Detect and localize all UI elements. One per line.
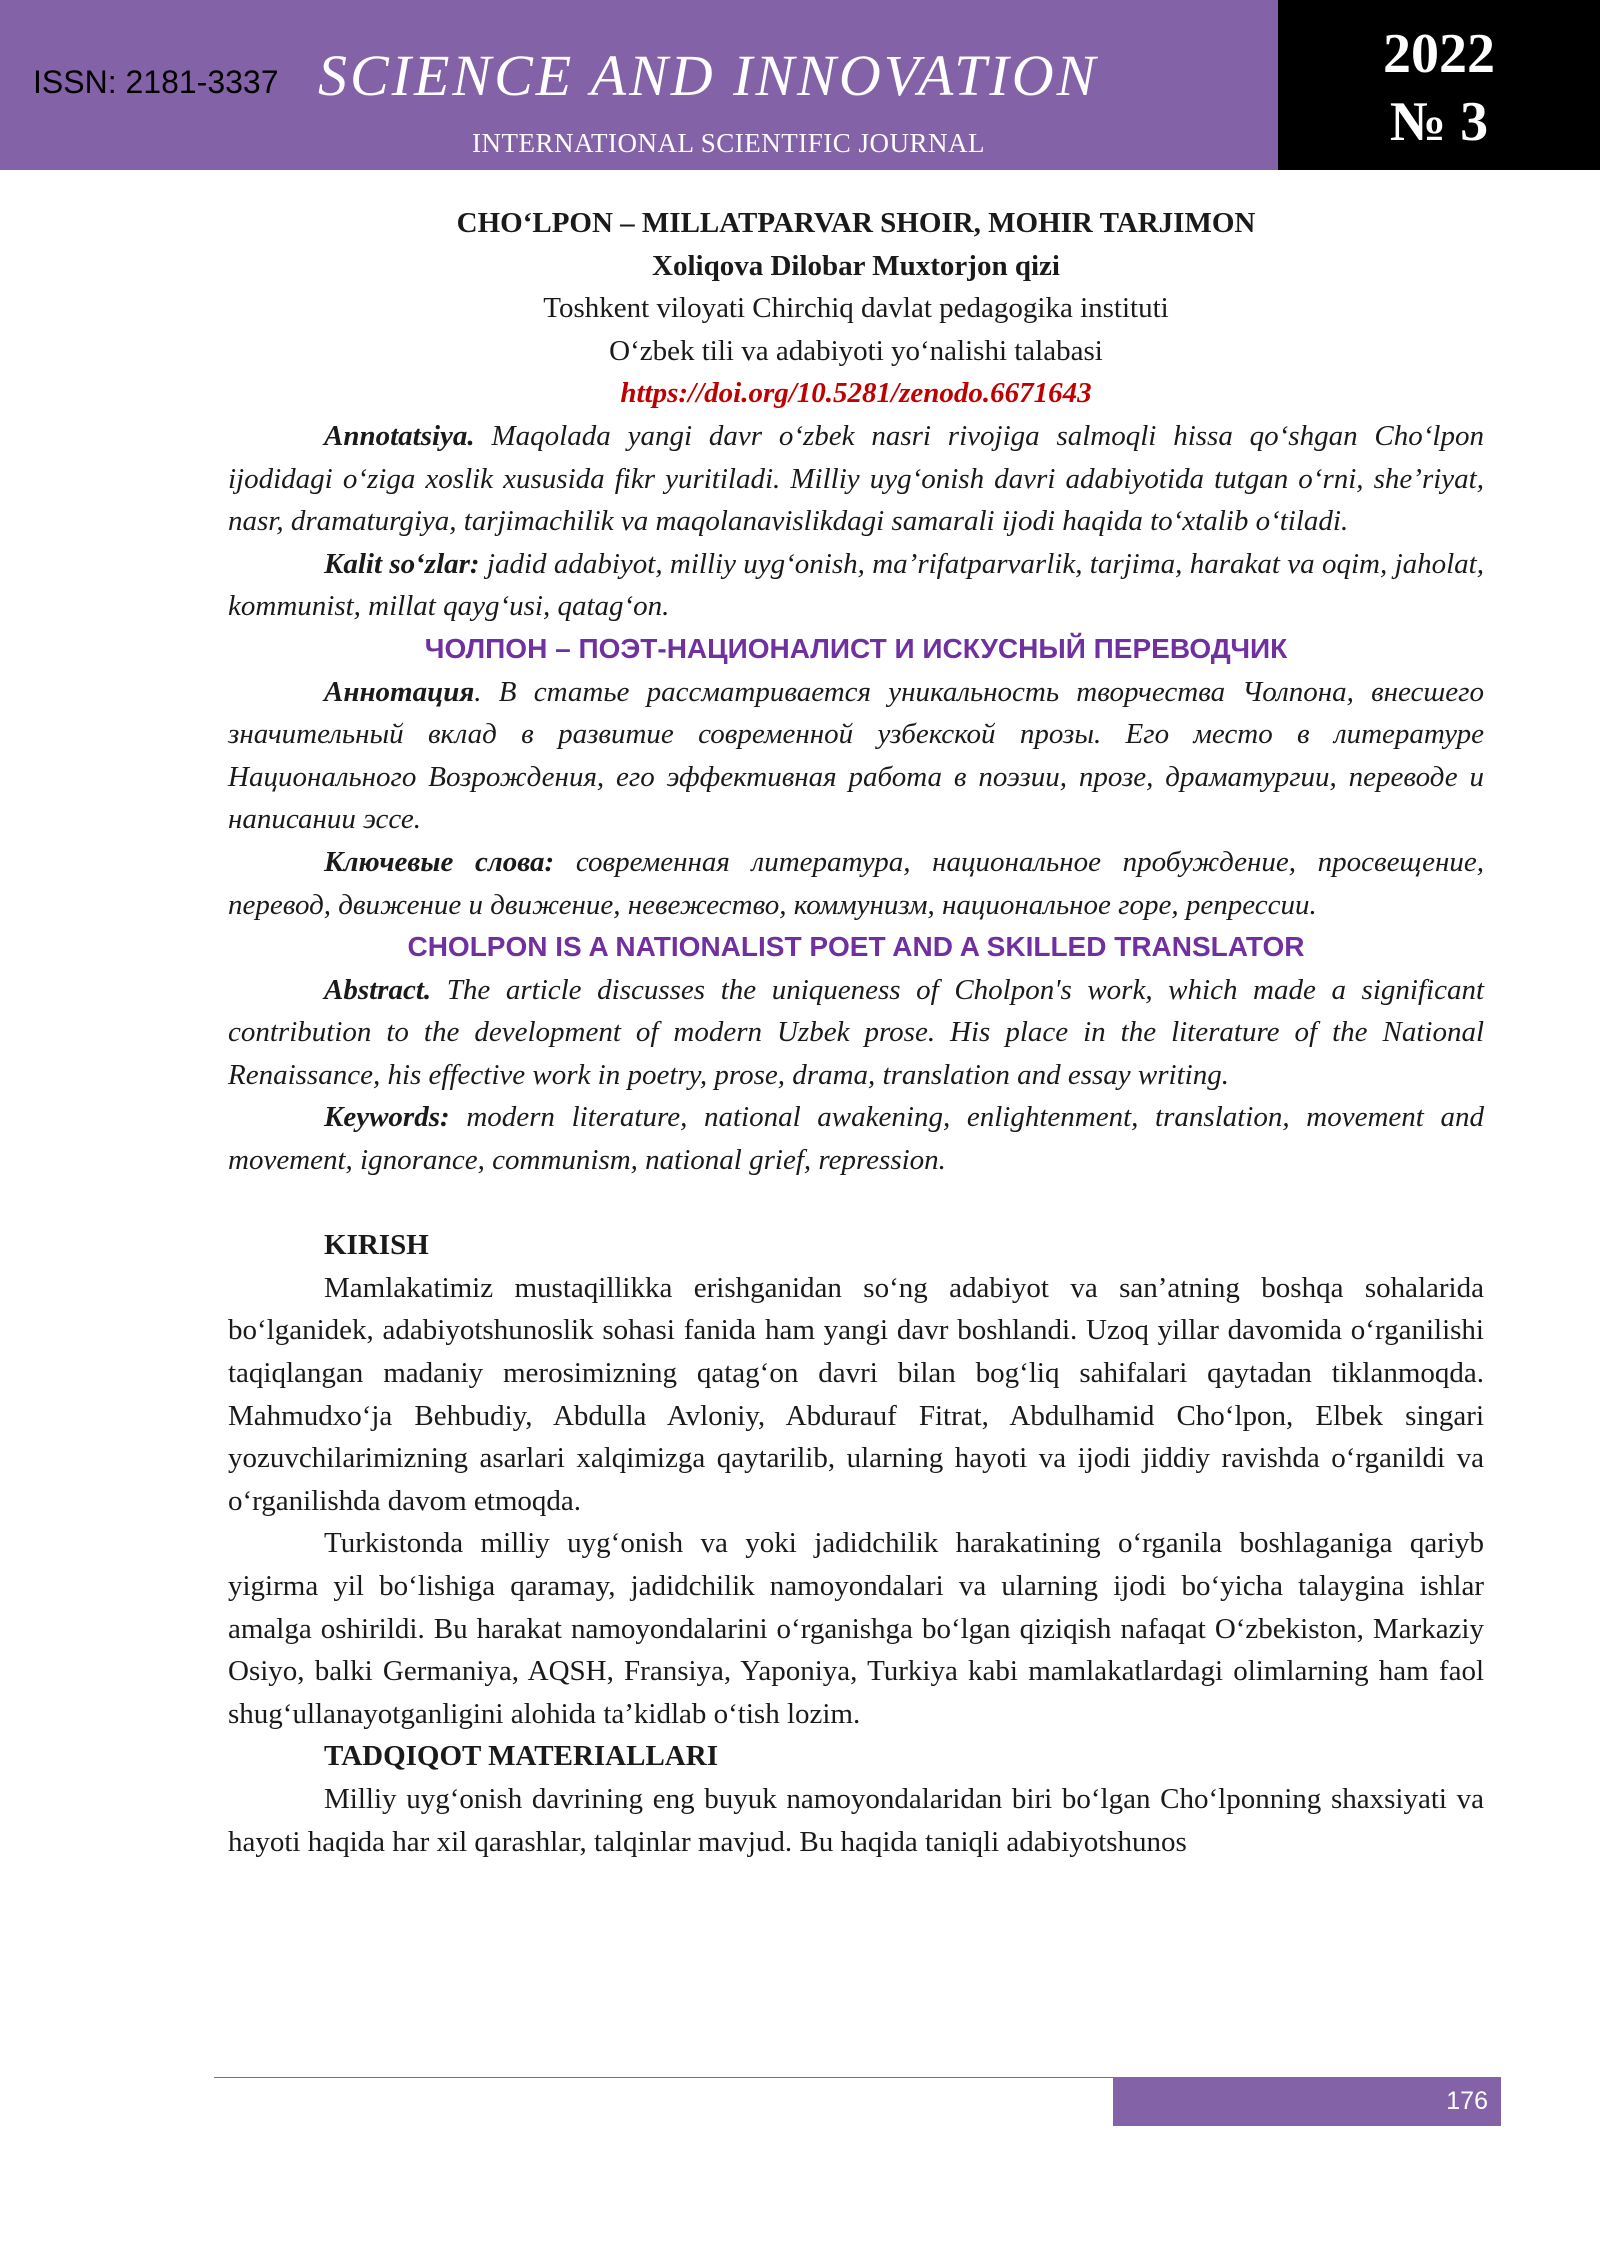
journal-title: SCIENCE AND INNOVATION (318, 43, 1099, 108)
ru-keywords-text: современная литература, национальное пробуждение, просвещение, перевод, движение и движение, невежество, коммунизм, национальное горе, репрессии. (228, 845, 1484, 921)
uz-abstract (228, 415, 1484, 543)
section-spacer (228, 1182, 1484, 1225)
en-keywords-label: Keywords: (324, 1101, 450, 1134)
en-abstract (228, 969, 1484, 1097)
ru-abstract-text: . В статье рассматривается уникальность творчества Чолпона, внесшего значительный вклад в развитие современной узбекской прозы. Его место в литературе Национального Возрождения, его эффективная работа в поэзии, прозе, драматургии, переводе и написании эссе. (228, 675, 1484, 836)
en-abstract-label: Abstract. (324, 973, 432, 1006)
page-number: 176 (1446, 2087, 1488, 2115)
uz-keywords (228, 543, 1484, 628)
materials-paragraph-1: Milliy uyg‘onish davrining eng buyuk namoyondalaridan biri bo‘lgan Cho‘lponning shaxsiyati va hayoti haqida har xil qarashlar, talqinlar mavjud. Bu haqida taniqli adabiyotshunos (228, 1782, 1484, 1858)
journal-issue: № 3 (1389, 91, 1489, 153)
en-keywords (228, 1096, 1484, 1181)
en-keywords-text: modern literature, national awakening, enlightenment, translation, movement and movement, ignorance, communism, national grief, repression. (228, 1101, 1484, 1177)
materials-heading: TADQIQOT MATERIALLARI (324, 1740, 718, 1773)
affiliation-institute: Toshkent viloyati Chirchiq davlat pedagogika instituti (543, 292, 1169, 325)
uz-keywords-text: jadid adabiyot, milliy uyg‘onish, ma’rifatparvarlik, tarjima, harakat va oqim, jaholat, kommunist, millat qayg‘usi, qatag‘on. (228, 547, 1484, 623)
ru-keywords-label: Ключевые слова: (324, 845, 555, 878)
article-content (228, 202, 1484, 1863)
ru-abstract (228, 671, 1484, 841)
kirish-paragraph-2: Turkistonda milliy uyg‘onish va yoki jadidchilik harakatining o‘rganila boshlaganiga qariyb yigirma yil bo‘lishiga qaramay, jadidchilik namoyondalari va ularning ijodi bo‘yicha talaygina ishlar amalga oshirildi. Bu harakat namoyondalarini o‘rganishga bo‘lgan qiziqish nafaqat O‘zbekiston, Markaziy Osiyo, balki Germaniya, AQSH, Fransiya, Yaponiya, Turkiya kabi mamlakatlardagi olimlarning ham faol shug‘ullanayotganligini alohida ta’kidlab o‘tish lozim. (228, 1527, 1484, 1730)
article-title: CHO‘LPON – MILLATPARVAR SHOIR, MOHIR TARJIMON (456, 207, 1256, 239)
kirish-paragraph-1: Mamlakatimiz mustaqillikka erishganidan so‘ng adabiyot va san’atning boshqa sohalarida bo‘lganidek, adabiyotshunoslik sohasi fanida ham yangi davr boshlandi. Uzoq yillar davomida o‘rganilishi taqiqlangan madaniy merosimizning qatag‘on davri bilan bog‘liq sahifalari qaytadan tiklanmoqda. Mahmudxo‘ja Behbudiy, Abdulla Avloniy, Abdurauf Fitrat, Abdulhamid Cho‘lpon, Elbek singari yozuvchilarimizning asarlari xalqimizga qaytarilib, ularning hayoti va ijodi jiddiy ravishda o‘rganildi va o‘rganilishda davom etmoqda. (228, 1271, 1484, 1517)
ru-title: ЧОЛПОН – ПОЭТ-НАЦИОНАЛИСТ И ИСКУСНЫЙ ПЕРЕВОДЧИК (424, 632, 1288, 664)
uz-abstract-text: Maqolada yangi davr o‘zbek nasri rivojiga salmoqli hissa qo‘shgan Cho‘lpon ijodidagi o‘ziga xoslik xususida fikr yuritiladi. Milliy uyg‘onish davri adabiyotida tutgan o‘rni, she’riyat, nasr, dramaturgiya, tarjimachilik va maqolanavislikdagi samarali ijodi haqida to‘xtalib o‘tiladi. (228, 419, 1484, 538)
affiliation-program: O‘zbek tili va adabiyoti yo‘nalishi talabasi (609, 334, 1103, 367)
issn-label: ISSN: 2181-3337 (33, 64, 279, 100)
en-title: CHOLPON IS A NATIONALIST POET AND A SKILLED TRANSLATOR (407, 931, 1305, 963)
uz-keywords-label: Kalit so‘zlar: (324, 547, 480, 580)
en-abstract-text: The article discusses the uniqueness of Cholpon's work, which made a significant contribution to the development of modern Uzbek prose. His place in the literature of the National Renaissance, his effective work in poetry, prose, drama, translation and essay writing. (228, 973, 1484, 1091)
author-name: Xoliqova Dilobar Muxtorjon qizi (652, 249, 1060, 282)
doi-link[interactable]: https://doi.org/10.5281/zenodo.6671643 (620, 377, 1092, 410)
footer-rule (214, 2077, 1114, 2078)
ru-abstract-label: Аннотация (324, 675, 475, 708)
journal-subtitle: INTERNATIONAL SCIENTIFIC JOURNAL (472, 128, 985, 158)
uz-abstract-label: Annotatsiya. (324, 419, 475, 452)
kirish-heading: KIRISH (324, 1229, 429, 1262)
journal-year: 2022 (1383, 23, 1495, 85)
ru-keywords (228, 841, 1484, 926)
